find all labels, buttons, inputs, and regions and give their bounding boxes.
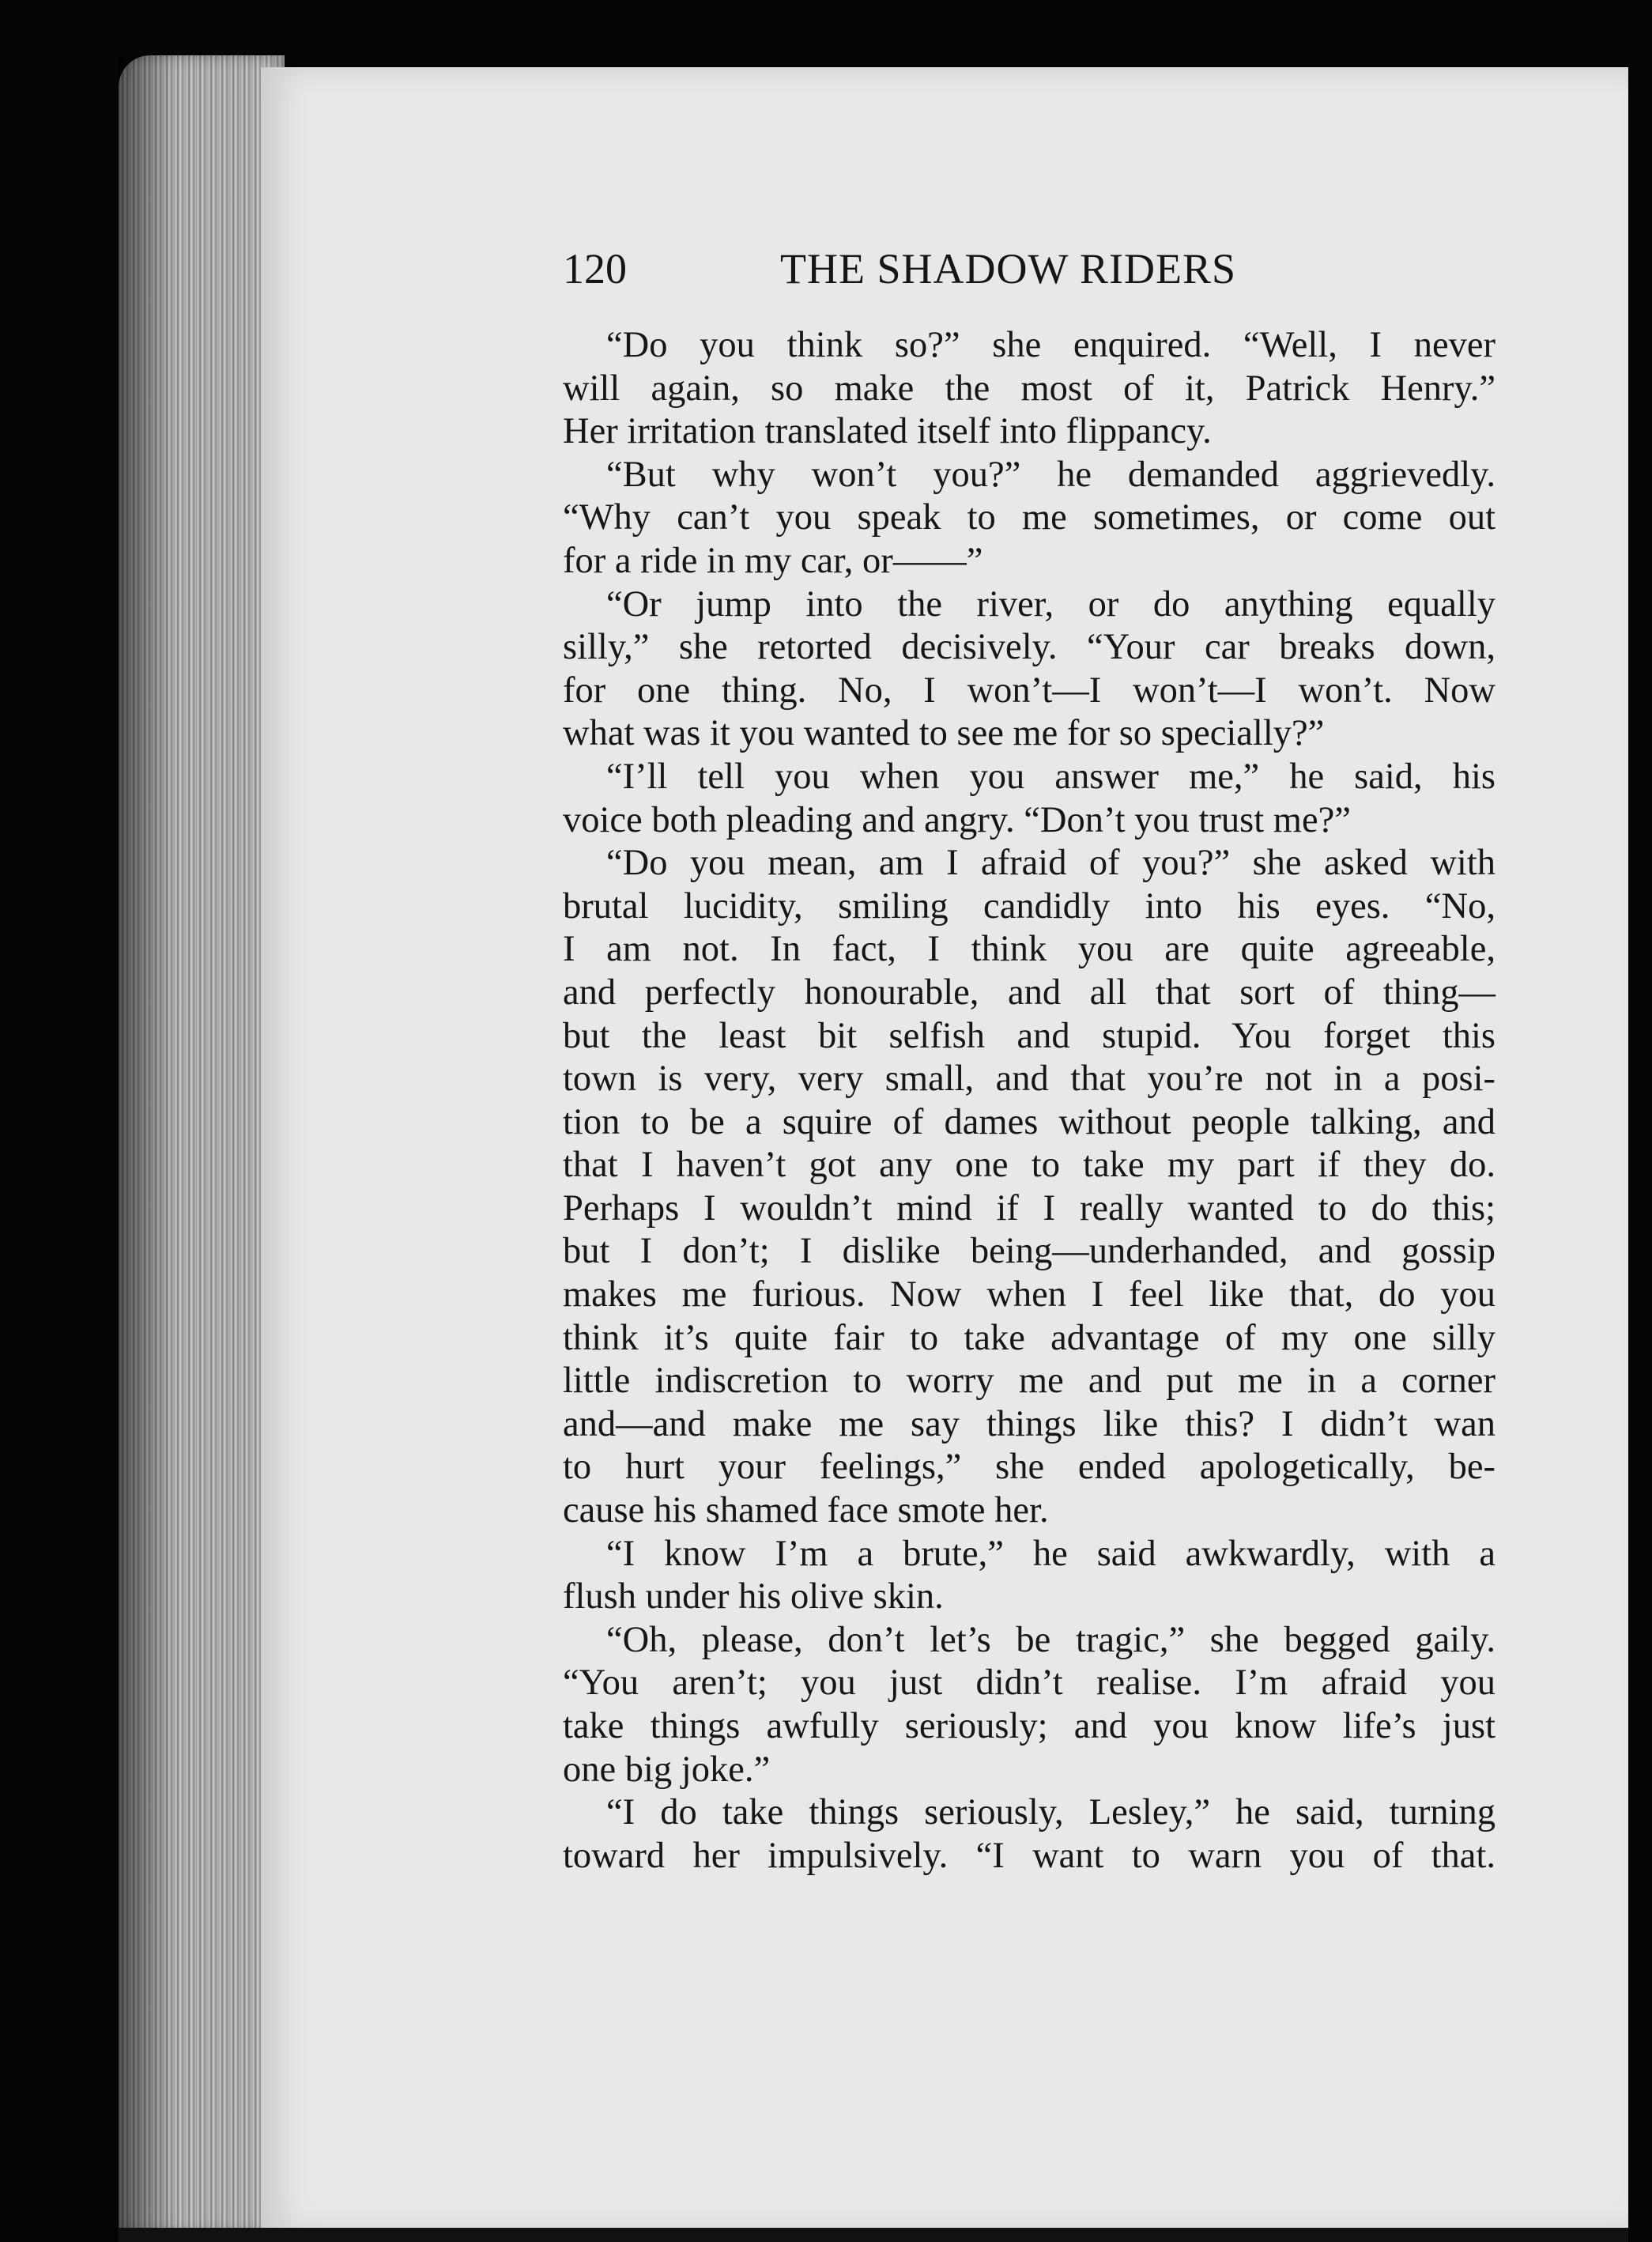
text-line: one big joke.” xyxy=(563,1749,771,1790)
running-title: THE SHADOW RIDERS xyxy=(780,245,1237,293)
text-line: “You aren’t; you just didn’t realise. I’m afraid you xyxy=(563,1663,1495,1704)
text-line: and perfectly honourable, and all that sort of thing— xyxy=(563,972,1495,1013)
text-line: what was it you wanted to see me for so specially?” xyxy=(563,713,1325,754)
text-line: “I do take things seriously, Lesley,” he said, turning xyxy=(606,1792,1495,1833)
text-line: “Do you think so?” she enquired. “Well, I never xyxy=(606,325,1495,365)
scan-bottom-edge xyxy=(119,2228,1628,2242)
text-line: but I don’t; I dislike being—underhanded, and gossip xyxy=(563,1231,1495,1272)
text-line: that I haven’t got any one to take my part if they do. xyxy=(563,1145,1495,1186)
text-line: “I know I’m a brute,” he said awkwardly, with a xyxy=(606,1533,1495,1574)
text-line: think it’s quite fair to take advantage of my one silly xyxy=(563,1317,1495,1358)
text-line: “But why won’t you?” he demanded aggrievedly. xyxy=(606,454,1495,495)
text-line: silly,” she retorted decisively. “Your car breaks down, xyxy=(563,627,1495,668)
text-line: for a ride in my car, or——” xyxy=(563,540,983,581)
page-number: 120 xyxy=(563,245,627,293)
page-header xyxy=(563,241,1495,296)
text-line: Perhaps I wouldn’t mind if I really wanted to do this; xyxy=(563,1187,1495,1229)
text-line: Her irritation translated itself into flippancy. xyxy=(563,411,1212,452)
text-line: “Do you mean, am I afraid of you?” she asked with xyxy=(606,843,1495,884)
text-line: for one thing. No, I won’t—I won’t—I won’t. Now xyxy=(563,670,1495,711)
text-line: will again, so make the most of it, Patrick Henry.” xyxy=(563,368,1495,409)
text-line: and—and make me say things like this? I didn’t wan xyxy=(563,1403,1495,1444)
text-line: flush under his olive skin. xyxy=(563,1576,944,1617)
text-line: toward her impulsively. “I want to warn you of that. xyxy=(563,1835,1495,1876)
text-line: but the least bit selfish and stupid. You forget this xyxy=(563,1015,1495,1056)
body-text xyxy=(563,324,1495,1878)
text-line: take things awfully seriously; and you know life’s just xyxy=(563,1706,1495,1746)
text-line: voice both pleading and angry. “Don’t you trust me?” xyxy=(563,799,1351,840)
text-line: tion to be a squire of dames without people talking, and xyxy=(563,1101,1495,1142)
text-line: town is very, very small, and that you’re not in a posi- xyxy=(563,1059,1495,1100)
book-page-edges xyxy=(119,55,285,2233)
text-line: cause his shamed face smote her. xyxy=(563,1490,1049,1531)
text-line: “I’ll tell you when you answer me,” he said, his xyxy=(606,756,1495,797)
text-line: little indiscretion to worry me and put me in a corner xyxy=(563,1361,1495,1402)
text-line: brutal lucidity, smiling candidly into his eyes. “No, xyxy=(563,885,1495,927)
text-line: “Or jump into the river, or do anything equally xyxy=(606,583,1495,625)
text-line: to hurt your feelings,” she ended apologetically, be- xyxy=(563,1447,1495,1488)
text-line: “Oh, please, don’t let’s be tragic,” she begged gaily. xyxy=(606,1619,1495,1660)
text-line: makes me furious. Now when I feel like that, do you xyxy=(563,1274,1495,1315)
text-line: “Why can’t you speak to me sometimes, or come out xyxy=(563,497,1495,538)
text-line: I am not. In fact, I think you are quite agreeable, xyxy=(563,929,1495,970)
